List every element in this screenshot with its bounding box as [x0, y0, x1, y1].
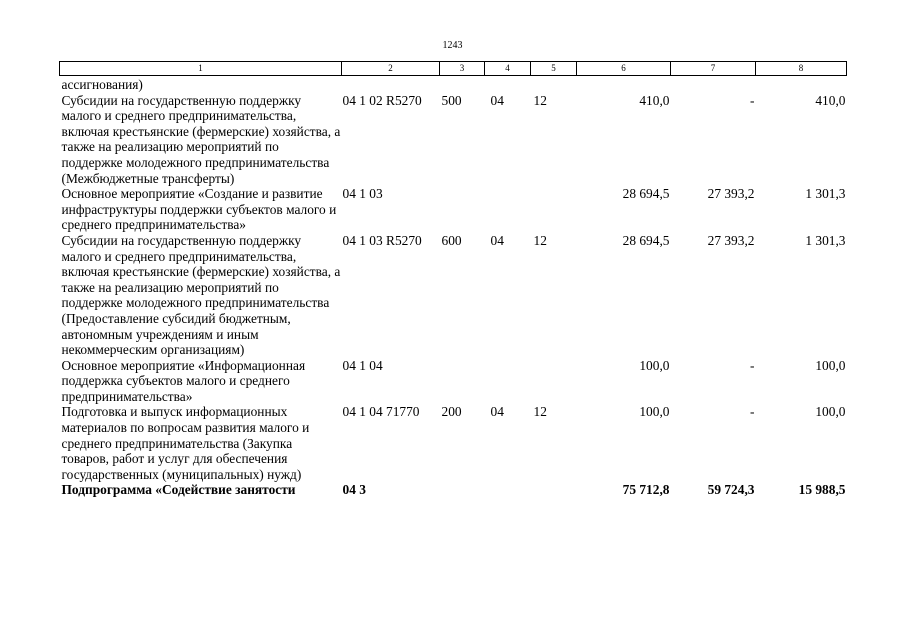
row-value-8: 1 301,3: [805, 186, 846, 202]
row-total: 28 694,5: [622, 186, 670, 202]
header-col-1: 1: [60, 62, 342, 76]
header-col-4: 4: [485, 62, 531, 76]
header-col-6: 6: [577, 62, 671, 76]
row-code: [342, 76, 440, 93]
row-expense-type: [440, 358, 485, 405]
page-number: 1243: [442, 40, 463, 51]
header-col-3: 3: [440, 62, 485, 76]
row-total: [577, 76, 671, 93]
row-total: 75 712,8: [622, 482, 670, 498]
table-header: [60, 62, 847, 76]
row-value-8: 1 301,3: [805, 232, 846, 248]
header-col-2: 2: [342, 62, 440, 76]
table-row: [60, 482, 847, 498]
row-section: 04: [490, 404, 504, 420]
row-value-7: 27 393,2: [707, 186, 755, 202]
header-row: [60, 62, 847, 76]
row-total: 410,0: [639, 92, 670, 108]
row-value-7: 59 724,3: [707, 482, 755, 498]
row-subsection: 12: [533, 232, 547, 248]
row-expense-type: [440, 482, 485, 498]
row-expense-type: [440, 76, 485, 93]
row-name: Субсидии на государственную поддержку малого и среднего предпринимательства, включая крестьянские (фермерские) хозяйства, а также на реализацию мероприятий по поддержке молодежного предпринимательства (Предоставление субсидий бюджетным, автономным учреждениям и иным некоммерческим организациям): [61, 232, 341, 358]
row-code: 04 1 03: [342, 186, 383, 202]
row-code: 04 3: [342, 482, 366, 498]
row-expense-type: 600: [441, 232, 462, 248]
row-subsection: [531, 186, 577, 233]
row-value-8: [756, 76, 847, 93]
row-total: 100,0: [639, 357, 670, 373]
row-total: 28 694,5: [622, 232, 670, 248]
table-body: [60, 76, 847, 499]
row-code: 04 1 03 R5270: [342, 232, 422, 248]
row-section: [485, 358, 531, 405]
row-section: [485, 76, 531, 93]
row-subsection: [531, 482, 577, 498]
row-code: 04 1 04 71770: [342, 404, 420, 420]
row-expense-type: 200: [441, 404, 462, 420]
row-expense-type: 500: [441, 92, 462, 108]
row-value-7: -: [750, 92, 755, 108]
row-value-7: -: [750, 404, 755, 420]
row-name: ассигнования): [61, 77, 143, 92]
row-name: Основное мероприятие «Информационная поддержка субъектов малого и среднего предпринимательства»: [61, 357, 306, 404]
row-section: [485, 186, 531, 233]
row-value-8: 100,0: [815, 404, 846, 420]
row-section: 04: [490, 92, 504, 108]
row-value-7: 27 393,2: [707, 232, 755, 248]
table-row: [60, 404, 847, 482]
header-col-7: 7: [671, 62, 756, 76]
row-expense-type: [440, 186, 485, 233]
row-subsection: [531, 76, 577, 93]
table-row: [60, 93, 847, 187]
row-total: 100,0: [639, 404, 670, 420]
row-code: 04 1 02 R5270: [342, 92, 422, 108]
row-name: Основное мероприятие «Создание и развитие инфраструктуры поддержки субъектов малого и среднего предпринимательства»: [61, 186, 337, 233]
row-subsection: 12: [533, 404, 547, 420]
row-code: 04 1 04: [342, 357, 383, 373]
table-row: [60, 233, 847, 358]
table-row: [60, 76, 847, 93]
row-subsection: [531, 358, 577, 405]
row-subsection: 12: [533, 92, 547, 108]
row-name: Подпрограмма «Содействие занятости: [61, 482, 296, 498]
row-value-8: 100,0: [815, 357, 846, 373]
table-row: [60, 358, 847, 405]
header-col-5: 5: [531, 62, 577, 76]
header-col-8: 8: [756, 62, 847, 76]
row-value-8: 15 988,5: [798, 482, 846, 498]
row-name: Субсидии на государственную поддержку малого и среднего предпринимательства, включая крестьянские (фермерские) хозяйства, а также на реализацию мероприятий по поддержке молодежного предпринимательства (Межбюджетные трансферты): [61, 92, 341, 186]
budget-table: [59, 61, 847, 498]
row-section: 04: [490, 232, 504, 248]
row-section: [485, 482, 531, 498]
row-value-8: 410,0: [815, 92, 846, 108]
row-name: Подготовка и выпуск информационных материалов по вопросам развития малого и среднего предпринимательства (Закупка товаров, работ и услуг для обеспечения государственных (муниципальных) нужд): [61, 404, 310, 482]
row-value-7: [671, 76, 756, 93]
row-value-7: -: [750, 357, 755, 373]
table-row: [60, 186, 847, 233]
